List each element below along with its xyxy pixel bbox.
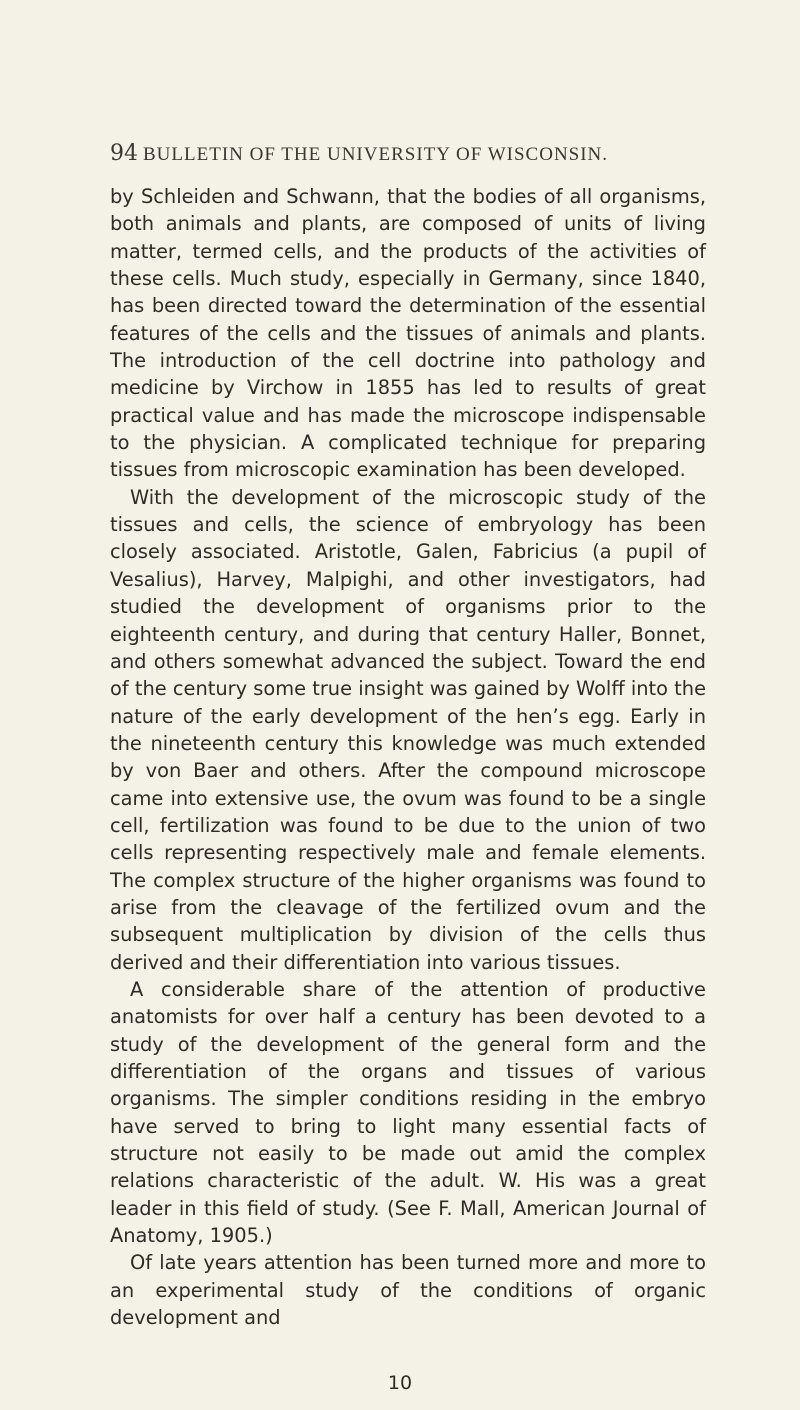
footer-folio: 10 (387, 1372, 413, 1394)
paragraph-experimental: Of late years attention has been turned more and more to an experimental study of the conditions of organic development and (110, 1251, 706, 1330)
page-header (110, 141, 710, 175)
paragraph-cell-doctrine: by Schleiden and Schwann, that the bodies of all organisms, both animals and plants, are composed of units of living matter, termed cells, and the products of the activities of these cells. Much study, especially in Germany, since 1840, has been directed toward the determination of the essential features of the cells and the tissues of animals and plants. The introduction of the cell doctrine into pathology and medicine by Virchow in 1855 has led to results of great practical value and has made the microscope indispensable to the physician. A complicated technique for preparing tissues from microscopic examination has been developed. (110, 185, 706, 482)
body-text (110, 183, 706, 1331)
paragraph-anatomists: A considerable share of the attention of productive anatomists for over half a century has been devoted to a study of the development of the general form and the differentiation of the organs and tissues of various organisms. The simpler conditions residing in the embryo have served to bring to light many essential facts of structure not easily to be made out amid the complex relations characteristic of the adult. W. His was a great leader in this field of study. (See F. Mall, American Journal of Anatomy, 1905.) (110, 977, 706, 1248)
paragraph-embryology: With the development of the microscopic study of the tissues and cells, the science of embryology has been closely associated. Aristotle, Galen, Fabricius (a pupil of Vesalius), Harvey, Malpighi, and other investigators, had studied the development of organisms prior to the eighteenth century, and during that century Haller, Bonnet, and others somewhat advanced the subject. Toward the end of the century some true insight was gained by Wolff into the nature of the early development of the hen’s egg. Early in the nineteenth century this knowledge was much extended by von Baer and others. After the compound microscope came into extensive use, the ovum was found to be a single cell, fertilization was found to be due to the union of two cells representing respectively male and female elements. The complex structure of the higher organisms was found to arise from the cleavage of the fertilized ovum and the subsequent multiplication by division of the cells thus derived and their differentiation into various tissues. (110, 485, 706, 974)
page-number: 94 (110, 141, 138, 166)
running-head: BULLETIN OF THE UNIVERSITY OF WISCONSIN. (143, 144, 609, 165)
